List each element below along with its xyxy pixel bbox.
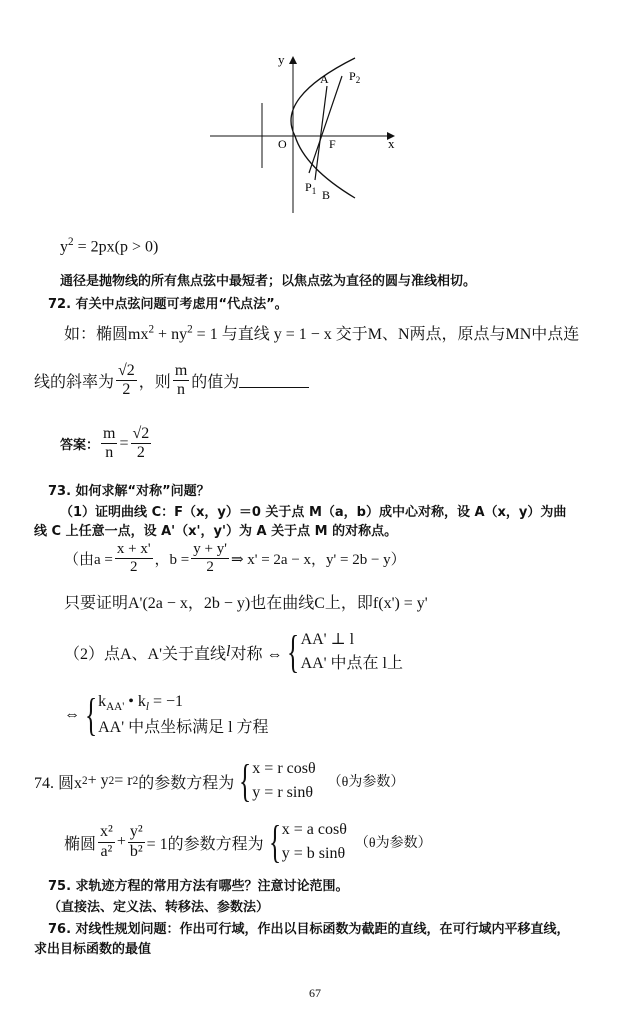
- chord-p1p2: [309, 76, 342, 173]
- answer-blank: [239, 373, 309, 388]
- label-p1: $P_1$: [305, 180, 317, 196]
- q74-circle: 74. 圆x 2 + y 2 = r 2 的参数方程为 { x = r cosθ y = r sinθ （θ为参数）: [34, 755, 405, 806]
- left-brace: {: [239, 755, 252, 806]
- label-x: x: [388, 136, 395, 151]
- focal-chord-note: 通径是抛物线的所有焦点弦中最短者；以焦点弦为直径的圆与准线相切。: [60, 274, 477, 289]
- q72-title: 72. 有关中点弦问题可考虑用“代点法”。: [48, 297, 288, 312]
- q73-prove: 只要证明A'(2a − x，2b − y)也在曲线C上，即f(x') = y': [64, 595, 428, 612]
- q73-p3: ⇔ { $k_{AA'}$ • $k_l = -1$ AA' 中点坐标满足 l 方程: [64, 688, 269, 740]
- y-axis-arrow: [289, 56, 297, 64]
- q74-ellipse: 椭圆 $\frac{\text{x²}}{\text{a²}}$ + $\frac{\text{y²}}{\text{b²}}$ = 1的参数方程为 { x = a cosθ y = b sinθ （θ为参数）: [64, 816, 432, 867]
- q73-p1-line1: （1）证明曲线 C：F（x，y）＝0 关于点 M（a，b）成中心对称，设 A（x，y）为曲: [60, 505, 567, 520]
- page-number: 67: [309, 986, 321, 1000]
- q76-line1: 76. 对线性规划问题：作出可行域，作出以目标函数为截距的直线，在可行域内平移直线，: [48, 922, 570, 937]
- q73-midpoint-eq: （由a = $\frac{x + x'}{2}$ ，b = $\frac{y + y'}{2}$ ⇒ x' = 2a − x，y' = 2b − y）: [64, 541, 406, 576]
- label-o: O: [278, 137, 287, 151]
- q75-title: 75. 求轨迹方程的常用方法有哪些？注意讨论范围。: [48, 879, 349, 894]
- frac-denominator: 2: [122, 381, 131, 399]
- label-f: F: [329, 137, 336, 151]
- q72-line1: 如：椭圆$mx^2 + ny^2 = 1$ 与直线 y = 1 − x 交于M、N两点，原点与MN中点连: [64, 323, 580, 343]
- q72-answer: 答案： $\frac{m}{n}$ = $\frac{√2}{2}$: [60, 425, 150, 462]
- q73-p2: （2）点A、A'关于直线 l 对称 ⇔ { AA' ⊥ l AA' 中点在 l上: [64, 626, 404, 677]
- parabola-equation: $y^2 = 2px(p > 0)$: [60, 236, 159, 256]
- label-b: B: [322, 188, 331, 202]
- label-p2: $P_2$: [349, 69, 361, 85]
- q73-title: 73. 如何求解“对称”问题？: [48, 484, 210, 499]
- q76-line2: 求出目标函数的最值: [34, 942, 152, 957]
- frac-numerator: √2: [116, 362, 137, 381]
- left-brace: {: [268, 816, 281, 867]
- left-brace: {: [287, 626, 300, 677]
- q73-p1-line2: 线 C 上任意一点，设 A'（x'，y'）为 A 关于点 M 的对称点。: [34, 524, 398, 539]
- q75-methods: （直接法、定义法、转移法、参数法）: [48, 900, 270, 915]
- q72-line2: 线的斜率为 $\frac{√2}{2}$ ，则 $\frac{m}{n}$ 的值为: [34, 362, 309, 400]
- focal-chord-ab: [315, 86, 327, 180]
- label-a: A: [320, 72, 329, 86]
- label-y: y: [278, 52, 285, 67]
- left-brace: {: [84, 688, 98, 740]
- parabola-figure: [205, 48, 405, 218]
